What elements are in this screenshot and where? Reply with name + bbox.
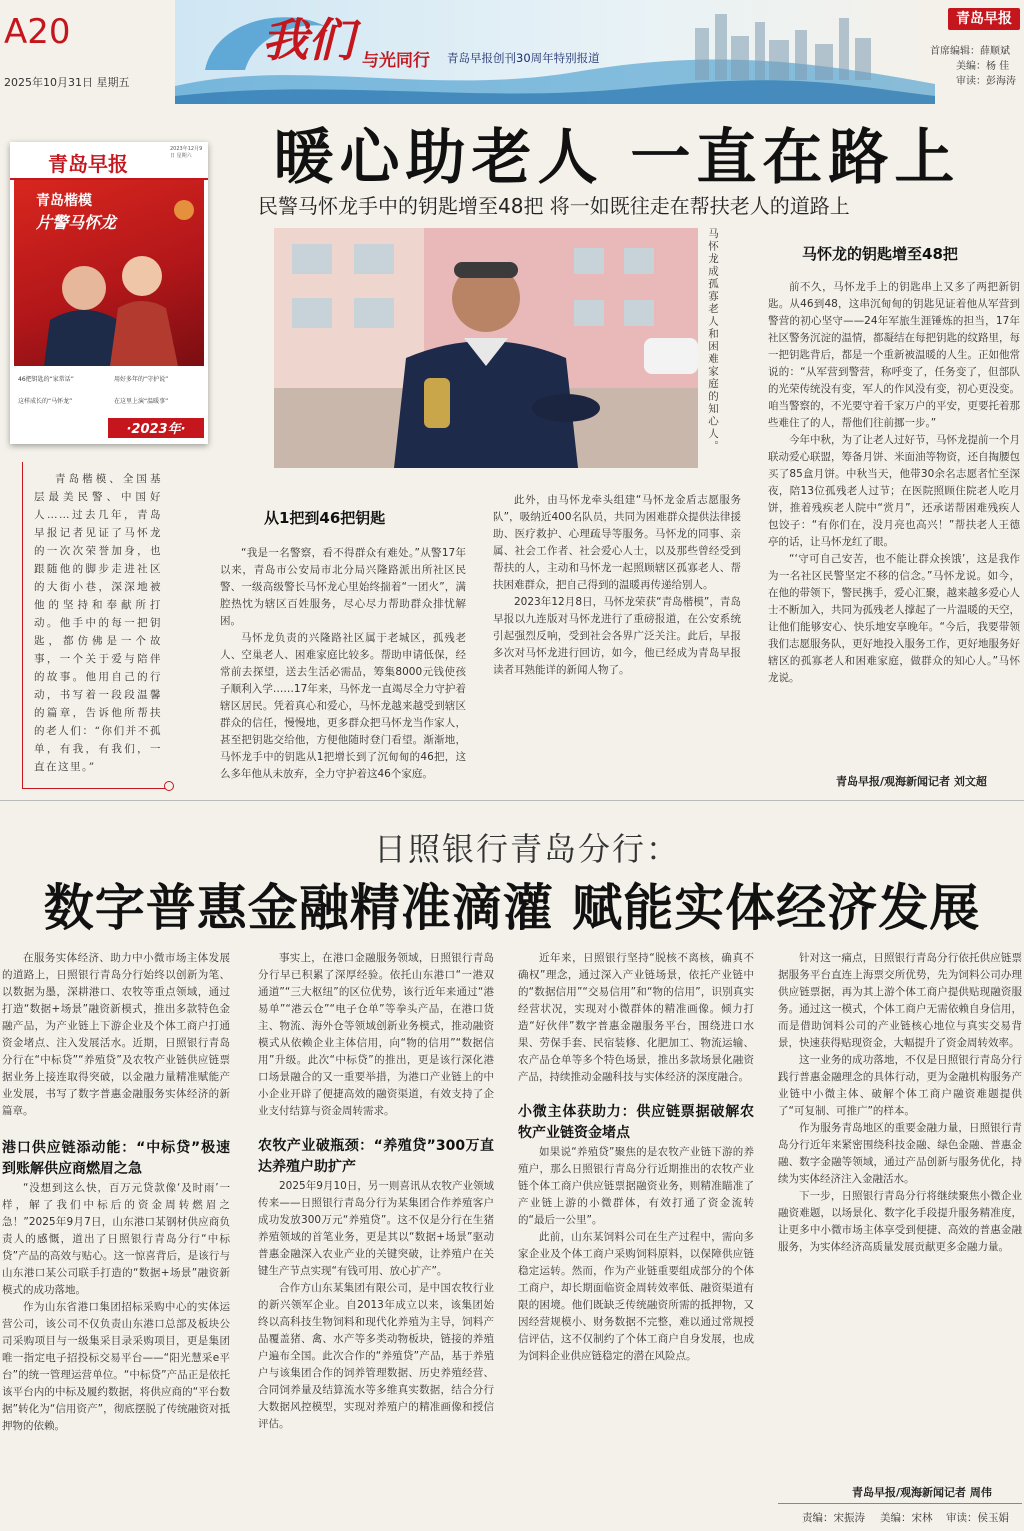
story2-column-1 xyxy=(2,950,230,1528)
story1-column-2 xyxy=(493,492,741,792)
photo-window xyxy=(354,244,394,274)
officer-hair xyxy=(454,262,518,278)
story1-column-3 xyxy=(768,244,1020,764)
photo-window xyxy=(292,298,332,328)
story2-column-4 xyxy=(778,950,1022,1478)
story2-lead: 在服务实体经济、助力中小微市场主体发展的道路上，日照银行青岛分行始终以创新为笔、以数据为墨，深耕港口、农牧等重点领域，通过打造“数据+场景”融资新模式，推出多款特色金融产品，为产业链上下游企业及个体工商户打通资金堵点、注入发展活水。近期，日照银行青岛分行在“中标贷”“养殖贷”及农牧产业链供应链票据业务上接连取得突破，以金融力量精准赋能产业发展，书写了数字普惠金融服务实体经济的新篇章。 xyxy=(2,952,230,1117)
story1-photo xyxy=(274,228,698,468)
story1-column-1 xyxy=(220,508,466,783)
skyline-building xyxy=(695,28,709,80)
cover-logo: 青岛早报 xyxy=(48,152,128,176)
cover-year-ribbon xyxy=(108,418,204,438)
cover-masthead xyxy=(10,142,208,180)
footer-rule xyxy=(778,1503,1022,1504)
story2-para: “没想到这么快，百万元贷款像‘及时雨’一样，解了我们中标后的资金周转燃眉之急！”2025年9月7日，山东港口某钢材供应商负责人的感慨，道出了日照银行青岛分行“中标贷”产品的高效与贴心。这一惊喜背后，是该行与山东港口某公司联手打造的“数据+场景”融资新模式的成功落地。 xyxy=(2,1182,230,1296)
designer-credit: 美编：杨 佳 xyxy=(956,61,1010,72)
page-number: A20 xyxy=(4,12,71,52)
story1-para: 此外，由马怀龙牵头组建“马怀龙金盾志愿服务队”，吸纳近400名队员，共同为困难群众提供法律援助、医疗救护、心理疏导等服务。马怀龙的同事、亲属、社会工作者、社会爱心人士，以及那些曾经受到帮扶的人，主动和马怀龙一起照顾辖区孤寡老人、帮扶困难群众，把自己得到的温暖再传递给别人。 xyxy=(493,494,741,591)
paper-logo-text: 青岛早报 xyxy=(956,11,1012,27)
story2-sub2: 农牧产业破瓶颈：“养殖贷”300万直达养殖户助扩产 xyxy=(258,1138,494,1175)
skyline-building xyxy=(815,44,833,80)
story2-sub1: 港口供应链添动能：“中标贷”极速到账解供应商燃眉之急 xyxy=(2,1140,230,1177)
skyline-building xyxy=(769,40,789,80)
cover-photo xyxy=(14,180,204,366)
issue-date: 2025年10月31日 星期五 xyxy=(4,76,130,89)
photo-window xyxy=(292,244,332,274)
story1-para: “我是一名警察，看不得群众有难处。”从警17年以来，青岛市公安局市北分局兴隆路派出所社区民警、一级高级警长马怀龙心里始终揣着“一团火”，满腔热忱为辖区百姓服务，尽心尽力帮助群众排忧解困。 xyxy=(220,547,466,627)
paper-logo xyxy=(948,8,1020,30)
footer-editor: 责编：宋振涛 xyxy=(802,1512,865,1524)
skyline-building xyxy=(839,18,849,80)
story1-photo-art xyxy=(274,228,698,468)
cover-title1: 青岛楷模 xyxy=(36,193,92,209)
story2-para: 下一步，日照银行青岛分行将继续聚焦小微企业融资难题，以场景化、数字化手段提升服务精准度，让更多中小微市场主体享受到便捷、高效的普惠金融服务，为实体经济高质量发展贡献更多金融力量。 xyxy=(778,1190,1022,1253)
footer-designer: 美编：宋林 xyxy=(880,1512,933,1524)
story2-para: 这一业务的成功落地，不仅是日照银行青岛分行践行普惠金融理念的具体行动，更为金融机构服务产业链中小微主体、破解个体工商户融资难题提供了“可复制、可推广”的样本。 xyxy=(778,1054,1022,1117)
skyline-building xyxy=(795,30,807,80)
photo-window xyxy=(574,248,604,274)
cover-figure-body xyxy=(110,301,178,366)
photo-window xyxy=(624,248,654,274)
story2-para: 针对这一痛点，日照银行青岛分行依托供应链票据服务平台直连上海票交所优势，先为饲料公司办理供应链票据，再为其上游个体工商户提供贴现融资服务。通过这一模式，个体工商户无需依赖自身信用，而是借助饲料公司的产业链核心地位与真实交易背景，快速获得贴现资金，大幅提升了资金周转效率。 xyxy=(778,952,1022,1049)
police-cap xyxy=(532,394,600,422)
story2-byline: 青岛早报/观海新闻记者 周伟 xyxy=(852,1486,992,1499)
story1-sub2: 马怀龙的钥匙增至48把 xyxy=(802,245,958,263)
cover-figure-head xyxy=(62,266,106,310)
cover-figure-head xyxy=(122,256,162,296)
story2-para: 合作方山东某集团有限公司，是中国农牧行业的新兴领军企业。自2013年成立以来，该集团始终以高科技生物饲料和现代化养殖为主导，饲料产品覆盖猪、禽、水产等多类动物板块，链接的养殖户遍布全国。此次合作的“养殖贷”产品，基于养殖户与该集团合作的饲养管理数据、历史养殖经营、合同饲养量及结算流水等多维真实数据，结合分行大数据风控模型，实现对养殖户的精准画像和授信评估。 xyxy=(258,1282,494,1430)
photo-caption: 马怀龙成孤寡老人和困难家庭的知心人。 xyxy=(707,228,719,453)
story1-para: 马怀龙负责的兴隆路社区属于老城区，孤残老人、空巢老人、困难家庭比较多。帮助申请低保，经常前去探望，送去生活必需品，筹集8000元钱使孩子顺利入学……17年来，马怀龙一直竭尽全力守护着辖区居民。凭着真心和爱心，马怀龙越来越受到辖区群众的信任，慢慢地，更多群众把马怀龙当作家人，甚至把钥匙交给他，方便他随时登门看望。渐渐地，马怀龙手中的钥匙从1把增长到了沉甸甸的46把，这么多年他从未放弃，全力守护着这46个家庭。 xyxy=(220,632,466,780)
story1-para: “‘守可自己安苦，也不能让群众挨饿’，这是我作为一名社区民警坚定不移的信念。”马怀龙说。如今，在他的带领下，警民携手，爱心汇聚，越来越多爱心人士不断加入，共同为孤残老人撑起了一片温暖的天空，让他们能够安心、快乐地安享晚年。“今后，我要带领我们志愿服务队，更好地投入服务工作，更好地服务好辖区的孤寡老人和困难家庭，做群众的知心人。”马怀龙说。 xyxy=(768,553,1020,684)
story1-headline: 暖心助老人 一直在路上 xyxy=(273,123,961,193)
story1-byline: 青岛早报/观海新闻记者 刘文超 xyxy=(836,775,987,788)
photo-window xyxy=(574,300,604,326)
story1-sub1: 从1把到46把钥匙 xyxy=(264,509,386,527)
intro-box-marker xyxy=(164,781,174,791)
keys xyxy=(424,378,450,428)
cover-box: 用好多年的“守护说” xyxy=(114,376,169,383)
cover-lantern xyxy=(174,200,194,220)
story2-para: 作为服务青岛地区的重要金融力量，日照银行青岛分行近年来紧密围绕科技金融、绿色金融、普惠金融、数字金融等领域，通过产品创新与服务优化，持续为实体经济注入金融活水。 xyxy=(778,1122,1022,1185)
skyline-building xyxy=(755,22,765,80)
story1-para: 2023年12月8日，马怀龙荣获“青岛楷模”，青岛早报以九连版对马怀龙进行了重磅报道，在公安系统引起强烈反响，受到社会各界广泛关注。此后，早报多次对马怀龙进行回访，如今，他已经成为青岛早报读者耳熟能详的新闻人物了。 xyxy=(493,596,741,676)
banner-slogan: 与光同行 xyxy=(362,51,430,71)
cover-box: 在这里上演“温暖事” xyxy=(114,398,169,405)
intro-text: 青岛楷模、全国基层最美民警、中国好人……过去几年，青岛早报记者见证了马怀龙的一次次荣誉加身，也跟随他的脚步走进社区的大街小巷，深深地被他的坚持和奉献所打动。他手中的每一把钥匙，都仿佛是一个故事，一个关于爱与陪伴的故事。他用自己的行动，书写着一段段温馨的篇章，告诉他所帮扶的老人们：“你们并不孤单，有我，有我们，一直在这里。” xyxy=(34,473,162,773)
cover-thumbnail xyxy=(10,142,208,444)
story2-column-3 xyxy=(518,950,754,1528)
skyline-building xyxy=(731,36,749,80)
skyline-building xyxy=(715,14,727,80)
story2-column-2 xyxy=(258,950,494,1528)
section-divider xyxy=(0,800,1024,801)
cover-box: 46把钥匙的“家常话” xyxy=(18,376,74,383)
story2-para: 2025年9月10日，另一则喜讯从农牧产业领域传来——日照银行青岛分行为某集团合作养殖客户成功发放300万元“养殖贷”。这不仅是分行在生猪养殖领域的首笔业务，更是其以“数据+场景”驱动普惠金融深入农业产业的关键突破，让养殖户在关键生产节点实现“有钱可用、放心扩产”。 xyxy=(258,1180,494,1277)
story2-para: 此前，山东某饲料公司在生产过程中，需向多家企业及个体工商户采购饲料原料，以保障供应链稳定运转。然而，作为产业链重要组成部分的个体工商户，却长期面临资金周转效率低、融资渠道有限的困境。他们既缺乏传统融资所需的抵押物，又因经营规模小、财务数据不完整，难以通过常规授信评估，这不仅制约了个体工商户自身发展，也成为饲料企业供应链稳定的潜在风险点。 xyxy=(518,1231,754,1362)
cover-date: 2023年12月9日 星期六 xyxy=(170,146,203,159)
story2-sub3: 小微主体获助力：供应链票据破解农牧产业链资金堵点 xyxy=(518,1104,754,1141)
cover-title2: 片警马怀龙 xyxy=(36,213,117,232)
story2-headline: 数字普惠金融精准滴灌 赋能实体经济发展 xyxy=(43,879,981,937)
story2-para: 事实上，在港口金融服务领域，日照银行青岛分行早已积累了深厚经验。依托山东港口“一港双通道”“三大枢纽”的区位优势，该行近年来通过“港易单”“港云仓”“电子仓单”等拳头产品，在港口货主、物流、海外仓等领域创新业务模式，推动融资模式从依赖企业主体信用，向“物的信用”“数据信用”升级。此次“中标贷”的推出，更是该行深化港口场景融合的又一重要举措，为港口产业链上的中小企业开辟了便捷高效的融资渠道，有效支持了企业支付结算与资金周转需求。 xyxy=(258,952,494,1117)
photo-car xyxy=(644,338,698,374)
banner-caption: 青岛早报创刊30周年特别报道 xyxy=(447,51,600,65)
cover-box: 这样成长的“马怀龙” xyxy=(18,398,73,405)
photo-window xyxy=(624,300,654,326)
cover-year: ·2023年· xyxy=(126,422,186,437)
story2-para: 如果说“养殖贷”聚焦的是农牧产业链下游的养殖户，那么日照银行青岛分行近期推出的农牧产业链个体工商户供应链票据融资业务，则精准瞄准了产业链上游的小微群体，有效打通了资金流转的“最后一公里”。 xyxy=(518,1146,754,1226)
proofreader-credit: 审读：彭海涛 xyxy=(956,76,1016,87)
editor-credit: 首席编辑：薛顺斌 xyxy=(930,46,1010,57)
photo-window xyxy=(354,298,394,328)
skyline-building xyxy=(855,38,871,80)
story2-para: 近年来，日照银行坚持“脱核不离核，确真不确权”理念，通过深入产业链场景，依托产业链中的“数据信用”“交易信用”和“物的信用”，识别真实经营状况，实现对小微群体的精准画像。倾力打造“好伙伴”数字普惠金融服务平台，围绕进口水果、劳保手套、民宿装修、化肥加工、物流运输、农产品仓单等多个特色场景，推出多款场景化融资产品，持续推动金融科技与实体经济的深度融合。 xyxy=(518,952,754,1083)
story1-subheadline: 民警马怀龙手中的钥匙增至48把 将一如既往走在帮扶老人的道路上 xyxy=(258,194,850,218)
story1-para: 今年中秋，为了让老人过好节，马怀龙提前一个月联动爱心联盟，筹备月饼、米面油等物资，还自掏腰包买了85盒月饼。中秋当天，他带30余名志愿者忙至深夜，陪13位孤残老人过节；在医院照顾住院老人吃月饼，推着残疾老人院中“赏月”，还承诺帮困难残疾人包饺子：“有你们在，没月亮也高兴！”帮扶老人王德亭的话，让马怀龙红了眼。 xyxy=(768,434,1020,548)
story2-kicker: 日照银行青岛分行： xyxy=(373,830,680,868)
banner-calligraphy: 我们 xyxy=(262,13,354,67)
footer-proofreader: 审读：侯玉娟 xyxy=(946,1512,1009,1524)
story2-para: 作为山东省港口集团招标采购中心的实体运营公司，该公司不仅负责山东港口总部及板块公司采购项目与一级集采目录采购项目，更是集团唯一指定电子招投标交易平台——“阳光慧采e平台”的统一管理运营单位。“中标贷”产品正是依托该平台内的中标及履约数据，将供应商的“平台数据”转化为“信用资产”，彻底摆脱了传统融资对抵押物的依赖。 xyxy=(2,1301,230,1432)
story1-para: 前不久，马怀龙手上的钥匙串上又多了两把新钥匙。从46到48，这串沉甸甸的钥匙见证着他从军营到警营的初心坚守——24年军旅生涯锤炼的担当，17年社区警务沉淀的温情，都凝结在每把钥匙的纹路里，每一把钥匙背后，都是一个重新被温暖的人生。正如他常说的：“从军营到警营，称呼变了，任务变了，但部队的光荣传统没有变，军人的作风没有变，初心更没变。咱当警察的，不光要守着千家万户的平安，更要托着那些难住了的人，帮他们往前挪一步。” xyxy=(768,281,1020,429)
